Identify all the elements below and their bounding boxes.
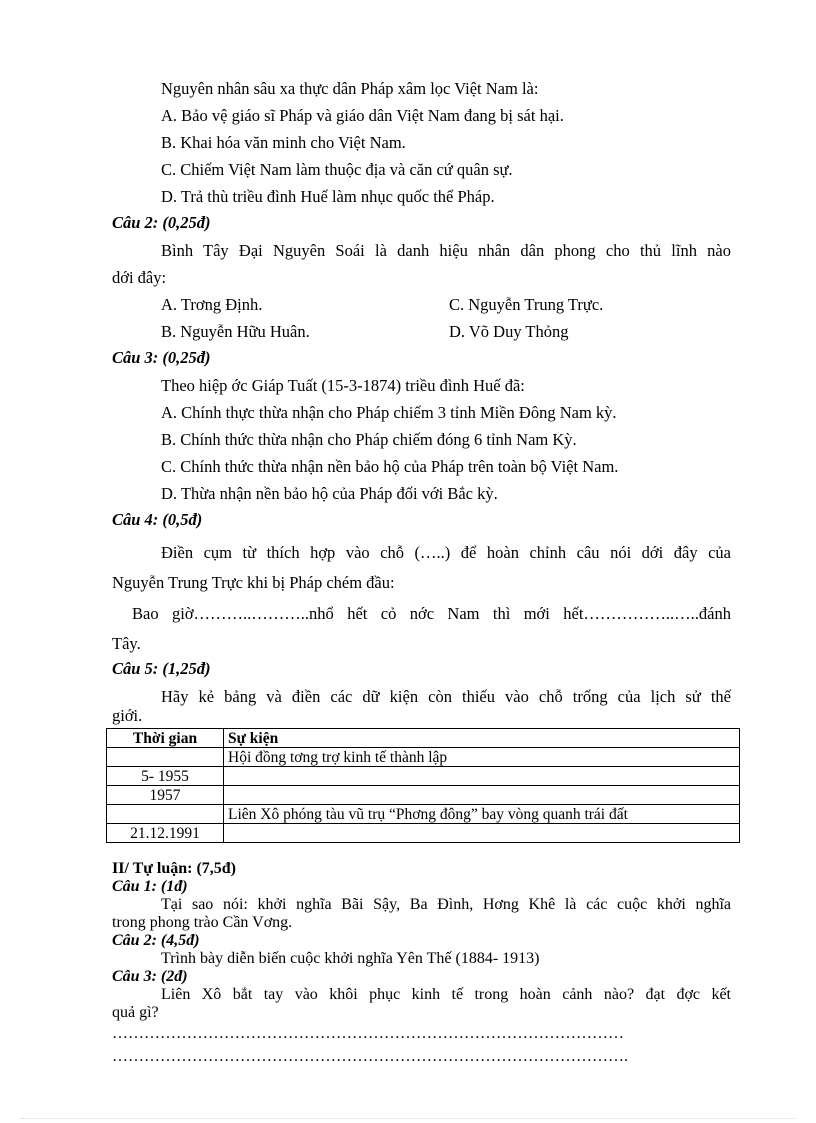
table-cell-event: Liên Xô phóng tàu vũ trụ “Phơng đông” bay vòng quanh trái đất xyxy=(224,805,740,824)
history-table xyxy=(106,728,740,843)
table-header-row xyxy=(107,729,740,748)
table-cell-time xyxy=(107,748,224,767)
q3-option-a: A. Chính thực thừa nhận cho Pháp chiếm 3 tỉnh Miền Đông Nam kỳ. xyxy=(161,403,617,422)
q1-option-a: A. Bảo vệ giáo sĩ Pháp và giáo dân Việt Nam đang bị sát hại. xyxy=(161,106,564,125)
table-cell-time xyxy=(107,805,224,824)
table-row xyxy=(107,767,740,786)
q2-option-c: C. Nguyễn Trung Trực. xyxy=(449,295,604,314)
part2-heading: II/ Tự luận: (7,5đ) xyxy=(112,860,237,877)
table-header-time: Thời gian xyxy=(107,729,224,748)
table-header-event: Sự kiện xyxy=(224,729,740,748)
table-row xyxy=(107,786,740,805)
table-row xyxy=(107,824,740,843)
q1-option-c: C. Chiếm Việt Nam làm thuộc địa và căn cứ quân sự. xyxy=(161,160,513,179)
answer-dotted-line-2: ……………………………………………………………………………………. xyxy=(112,1048,628,1065)
q1-option-b: B. Khai hóa văn minh cho Việt Nam. xyxy=(161,133,406,152)
essay-q1-line2: trong phong trào Cần Vơng. xyxy=(112,914,293,931)
essay-q1-heading: Câu 1: (1đ) xyxy=(112,878,188,895)
essay-q3-line1: Liên Xô bắt tay vào khôi phục kinh tế trong hoàn cảnh nào? đạt đợc kết xyxy=(161,986,731,1003)
answer-dotted-line-1: …………………………………………………………………………………… xyxy=(112,1025,624,1042)
essay-q2-heading: Câu 2: (4,5đ) xyxy=(112,932,200,949)
q3-option-b: B. Chính thức thừa nhận cho Pháp chiếm đóng 6 tỉnh Nam Kỳ. xyxy=(161,430,577,449)
q4-line1: Điền cụm từ thích hợp vào chỗ (…..) để hoàn chỉnh câu nói dới đây của xyxy=(161,543,731,562)
table-cell-time: 5- 1955 xyxy=(107,767,224,786)
q5-line2: giới. xyxy=(112,706,143,725)
q2-option-b: B. Nguyễn Hữu Huân. xyxy=(161,322,310,341)
q5-line1: Hãy kẻ bảng và điền các dữ kiện còn thiếu vào chỗ trống của lịch sử thế xyxy=(161,687,731,706)
essay-q1-line1: Tại sao nói: khởi nghĩa Bãi Sậy, Ba Đình, Hơng Khê là các cuộc khởi nghĩa xyxy=(161,896,731,913)
table-cell-event: Hội đồng tơng trợ kinh tế thành lập xyxy=(224,748,740,767)
table-row xyxy=(107,748,740,767)
q3-option-d: D. Thừa nhận nền bảo hộ của Pháp đối với Bắc kỳ. xyxy=(161,484,498,503)
table-cell-event xyxy=(224,767,740,786)
table-cell-event xyxy=(224,824,740,843)
q1-intro: Nguyên nhân sâu xa thực dân Pháp xâm lọc Việt Nam là: xyxy=(161,79,539,98)
essay-q3-heading: Câu 3: (2đ) xyxy=(112,968,188,985)
q3-heading: Câu 3: (0,25đ) xyxy=(112,348,211,367)
q3-intro: Theo hiệp ớc Giáp Tuất (15-3-1874) triều đình Huế đã: xyxy=(161,376,525,395)
q4-heading: Câu 4: (0,5đ) xyxy=(112,510,203,529)
table-cell-event xyxy=(224,786,740,805)
q2-option-a: A. Trơng Định. xyxy=(161,295,263,314)
q5-heading: Câu 5: (1,25đ) xyxy=(112,659,211,678)
q4-quote-line2: Tây. xyxy=(112,634,141,653)
q2-option-d: D. Võ Duy Thỏng xyxy=(449,322,569,341)
q4-quote-line1: Bao giờ………..………..nhổ hết cỏ nớc Nam thì mới hết……………..…..đánh xyxy=(132,604,731,623)
table-cell-time: 1957 xyxy=(107,786,224,805)
q1-option-d: D. Trả thù triều đình Huế làm nhục quốc thể Pháp. xyxy=(161,187,495,206)
essay-q2-text: Trình bày diễn biến cuộc khởi nghĩa Yên Thế (1884- 1913) xyxy=(161,950,540,967)
q2-question-line1: Bình Tây Đại Nguyên Soái là danh hiệu nhân dân phong cho thủ lĩnh nào xyxy=(161,241,731,260)
q4-line2: Nguyễn Trung Trực khi bị Pháp chém đầu: xyxy=(112,573,395,592)
q3-option-c: C. Chính thức thừa nhận nền bảo hộ của Pháp trên toàn bộ Việt Nam. xyxy=(161,457,619,476)
table-cell-time: 21.12.1991 xyxy=(107,824,224,843)
page-bottom-divider xyxy=(20,1118,796,1119)
essay-q3-line2: quả gì? xyxy=(112,1004,159,1021)
q2-question-line2: dới đây: xyxy=(112,268,167,287)
q2-heading: Câu 2: (0,25đ) xyxy=(112,213,211,232)
table-row xyxy=(107,805,740,824)
